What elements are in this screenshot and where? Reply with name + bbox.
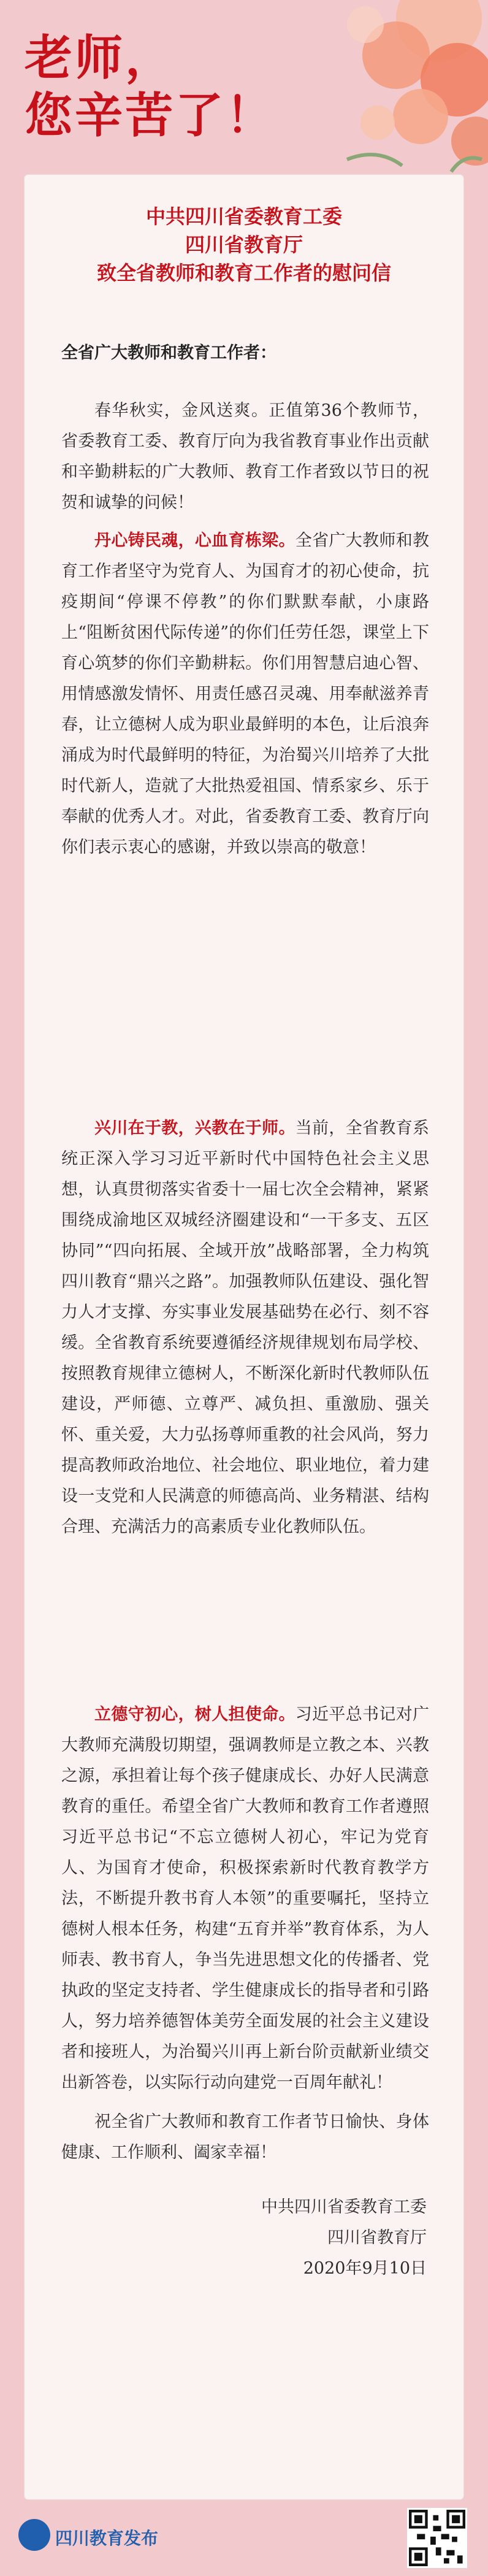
footer: [0, 2499, 488, 2576]
header-banner: [0, 0, 488, 184]
letter-card: [25, 175, 463, 2499]
brand-logo-icon: [18, 2519, 50, 2551]
paragraph-2-body: 全省广大教师和教育工作者坚守为党育人、为国育才的初心使命，抗疫期间“停课不停教”的你们默默奉献，小康路上“阻断贫困代际传递”的你们任劳任怨，课堂上下育心筑梦的你们辛勤耕耘。你们用智慧启迪心智、用情感激发情怀、用责任感召灵魂、用奉献滋养青春，让立德树人成为职业最鲜明的本色，让后浪奔涌成为时代最鲜明的特征，为治蜀兴川培养了大批时代新人，造就了大批热爱祖国、情系家乡、乐于奉献的优秀人才。对此，省委教育工委、教育厅向你们表示衷心的感谢，并致以崇高的敬意！: [61, 531, 430, 857]
signature-org-2: 四川省教育厅: [327, 2228, 427, 2247]
paragraph-4-lead: 立德守初心，树人担使命。: [94, 1705, 295, 1724]
flower-bouquet-image: [255, 0, 488, 184]
paragraph-3-body: 当前，全省教育系统正深入学习习近平新时代中国特色社会主义思想，认真贯彻落实省委十一届七次全会精神，紧紧围绕成渝地区双城经济圈建设和“一干多支、五区协同”“四向拓展、全域开放”战略部署，全力构筑四川教育“鼎兴之路”。加强教师队伍建设、强化智力人才支撑、夯实事业发展基础势在必行、刻不容缓。全省教育系统要遵循经济规律规划布局学校、按照教育规律立德树人，不断深化新时代教师队伍建设，严师德、立尊严、减负担、重激励、强关怀、重关爱，大力弘扬尊师重教的社会风尚，努力提高教师政治地位、社会地位、职业地位，着力建设一支党和人民满意的师德高尚、业务精湛、结构合理、充满活力的高素质专业化教师队伍。: [61, 1119, 430, 1536]
paragraph-3: [61, 1113, 429, 1543]
paragraph-4-body: 习近平总书记对广大教师充满殷切期望，强调教师是立教之本、兴教之源，承担着让每个孩子健康成长、办好人民满意教育的重任。希望全省广大教师和教育工作者遵照习近平总书记“不忘立德树人初心，牢记为党育人、为国育才使命，积极探索新时代教育教学方法，不断提升教书育人本领”的重要嘱托，坚持立德树人根本任务，构建“五育并举”教育体系，为人师表、教书育人，争当先进思想文化的传播者、党执政的坚定支持者、学生健康成长的指导者和引路人，努力培养德智体美劳全面发展的社会主义建设者和接班人，为治蜀兴川再上新台阶贡献新业绩交出新答卷，以实际行动向建党一百周年献礼！: [61, 1705, 430, 2092]
paragraph-5: 祝全省广大教师和教育工作者节日愉快、身体健康、工作顺利、阖家幸福！: [61, 2112, 429, 2162]
letter-title-line-3: 致全省教师和教育工作者的慰问信: [96, 261, 391, 285]
paragraph-2-lead: 丹心铸民魂，心血育栋梁。: [94, 531, 295, 550]
brand-name: 四川教育发布: [55, 2528, 159, 2548]
signature-date: 2020年9月10日: [303, 2259, 427, 2278]
signature-org-1: 中共四川省委教育工委: [261, 2198, 427, 2217]
qr-code-icon: [407, 2508, 467, 2568]
banner-title-line-1: 老师，: [25, 31, 176, 86]
banner-title-line-2: 您辛苦了！: [25, 88, 276, 144]
letter-title-line-2: 四川省教育厅: [185, 233, 303, 256]
letter-title-line-1: 中共四川省委教育工委: [145, 205, 342, 228]
paragraph-1: 春华秋实，金风送爽。正值第36个教师节，省委教育工委、教育厅向为我省教育事业作出贡献和辛勤耕耘的广大教师、教育工作者致以节日的祝贺和诚挚的问候！: [61, 401, 429, 512]
paragraph-4: [61, 1700, 429, 2098]
paragraph-2: [61, 526, 429, 863]
paragraph-3-lead: 兴川在于教，兴教在于师。: [94, 1119, 295, 1138]
salutation: 全省广大教师和教育工作者：: [61, 343, 276, 362]
